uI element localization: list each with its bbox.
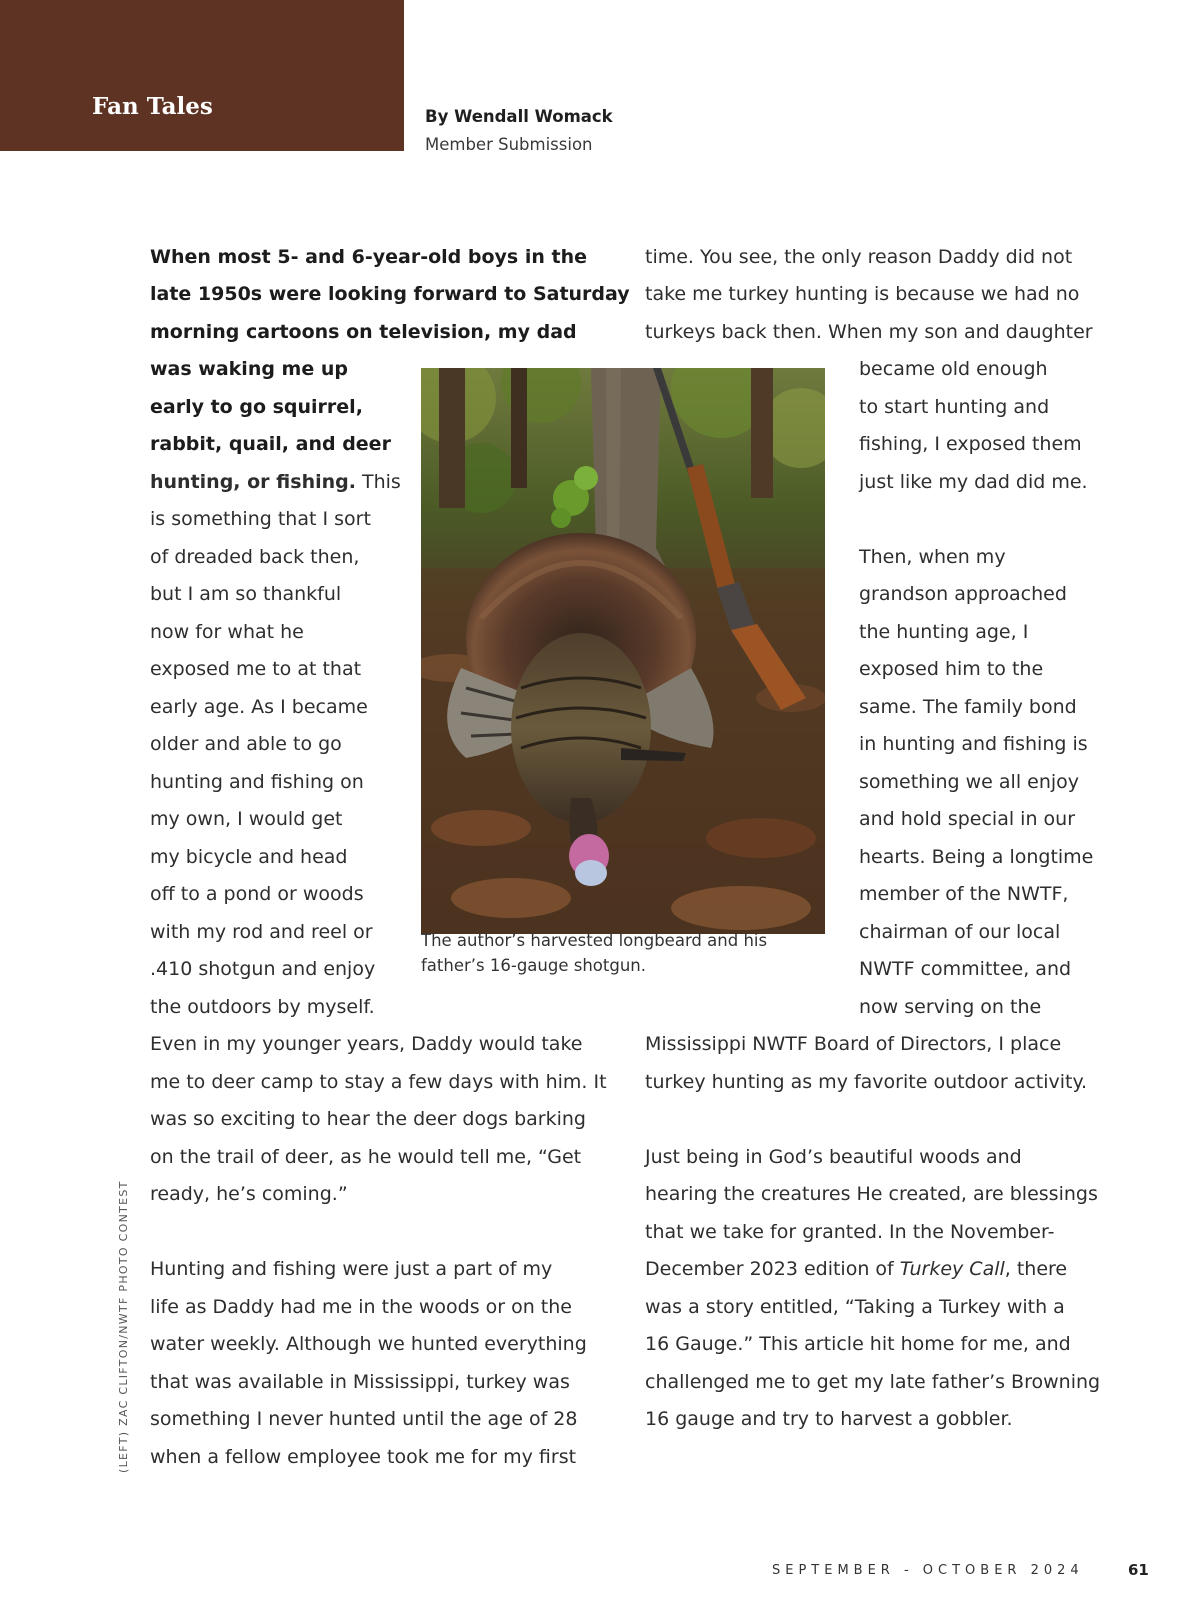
text-line: the hunting age, I [859, 621, 1029, 643]
text-line: time. You see, the only reason Daddy did not [645, 246, 1073, 268]
text-line: 16 Gauge.” This article hit home for me, and [645, 1333, 1071, 1355]
text-line: and hold special in our [859, 808, 1076, 830]
text-fragment: , there [1004, 1258, 1068, 1280]
text-line: when a fellow employee took me for my first [150, 1446, 577, 1468]
text-line: now serving on the [859, 996, 1042, 1018]
section-banner [0, 0, 404, 151]
text-line: me to deer camp to stay a few days with him. It [150, 1071, 607, 1093]
lead-line: rabbit, quail, and deer [150, 433, 391, 455]
text-line: something we all enjoy [859, 771, 1080, 793]
author-byline: By Wendall Womack [425, 107, 613, 126]
text-line: water weekly. Although we hunted everything [150, 1333, 587, 1355]
text-line: became old enough [859, 358, 1048, 380]
text-line: NWTF committee, and [859, 958, 1072, 980]
text-line: .410 shotgun and enjoy [150, 958, 376, 980]
issue-date: SEPTEMBER - OCTOBER 2024 [772, 1563, 1084, 1578]
text-line: Even in my younger years, Daddy would take [150, 1033, 583, 1055]
text-line: 16 gauge and try to harvest a gobbler. [645, 1408, 1013, 1430]
turkey-photo [421, 368, 825, 934]
text-line: older and able to go [150, 733, 342, 755]
photo-caption: The author’s harvested longbeard and his [421, 931, 768, 950]
text-line: off to a pond or woods [150, 883, 364, 905]
lead-line-end: hunting, or fishing. [150, 471, 356, 493]
text-line: life as Daddy had me in the woods or on the [150, 1296, 572, 1318]
lead-line: morning cartoons on television, my dad [150, 321, 577, 343]
text-line: grandson approached [859, 583, 1067, 605]
byline-subtitle: Member Submission [425, 135, 593, 154]
text-line: just like my dad did me. [859, 471, 1088, 493]
text-line: take me turkey hunting is because we had no [645, 283, 1080, 305]
text-line: but I am so thankful [150, 583, 342, 605]
text-line: hearts. Being a longtime [859, 846, 1094, 868]
text-line: was a story entitled, “Taking a Turkey with a [645, 1296, 1065, 1318]
text-line: something I never hunted until the age of 28 [150, 1408, 578, 1430]
text-line: with my rod and reel or [150, 921, 373, 943]
text-line: turkey hunting as my favorite outdoor activity. [645, 1071, 1088, 1093]
text-line: ready, he’s coming.” [150, 1183, 348, 1205]
text-line: exposed him to the [859, 658, 1044, 680]
text-line: now for what he [150, 621, 304, 643]
text-line: turkeys back then. When my son and daughter [645, 321, 1093, 343]
page-number: 61 [1128, 1561, 1149, 1579]
text-line: is something that I sort [150, 508, 371, 530]
text-fragment: This [355, 471, 401, 493]
text-line: same. The family bond [859, 696, 1077, 718]
text-line: Hunting and fishing were just a part of my [150, 1258, 553, 1280]
text-fragment: December 2023 edition of [645, 1258, 900, 1280]
lead-line: was waking me up [150, 358, 348, 380]
text-line: in hunting and fishing is [859, 733, 1088, 755]
photo-credit: (LEFT) ZAC CLIFTON/NWTF PHOTO CONTEST [117, 1180, 130, 1473]
magazine-title: Turkey Call [899, 1258, 1005, 1280]
text-line [645, 1257, 1067, 1281]
text-line: was so exciting to hear the deer dogs barking [150, 1108, 586, 1130]
text-line: chairman of our local [859, 921, 1061, 943]
text-line: Just being in God’s beautiful woods and [645, 1146, 1022, 1168]
lead-line: early to go squirrel, [150, 396, 363, 418]
text-line: hunting and fishing on [150, 771, 364, 793]
text-line: of dreaded back then, [150, 546, 360, 568]
text-line: my own, I would get [150, 808, 343, 830]
text-line: early age. As I became [150, 696, 368, 718]
photo-caption: father’s 16-gauge shotgun. [421, 956, 646, 975]
text-line: fishing, I exposed them [859, 433, 1082, 455]
text-line: member of the NWTF, [859, 883, 1069, 905]
text-line: that we take for granted. In the November- [645, 1221, 1055, 1243]
text-line [150, 470, 401, 494]
text-line: to start hunting and [859, 396, 1050, 418]
text-line: my bicycle and head [150, 846, 348, 868]
text-line: exposed me to at that [150, 658, 362, 680]
lead-line: When most 5- and 6-year-old boys in the [150, 246, 587, 268]
section-title: Fan Tales [92, 93, 213, 120]
lead-line: late 1950s were looking forward to Saturday [150, 283, 630, 305]
text-line: hearing the creatures He created, are blessings [645, 1183, 1098, 1205]
text-line: Mississippi NWTF Board of Directors, I place [645, 1033, 1062, 1055]
text-line: challenged me to get my late father’s Browning [645, 1371, 1101, 1393]
text-line: that was available in Mississippi, turkey was [150, 1371, 570, 1393]
text-line: the outdoors by myself. [150, 996, 375, 1018]
text-line: Then, when my [859, 546, 1006, 568]
text-line: on the trail of deer, as he would tell me, “Get [150, 1146, 582, 1168]
